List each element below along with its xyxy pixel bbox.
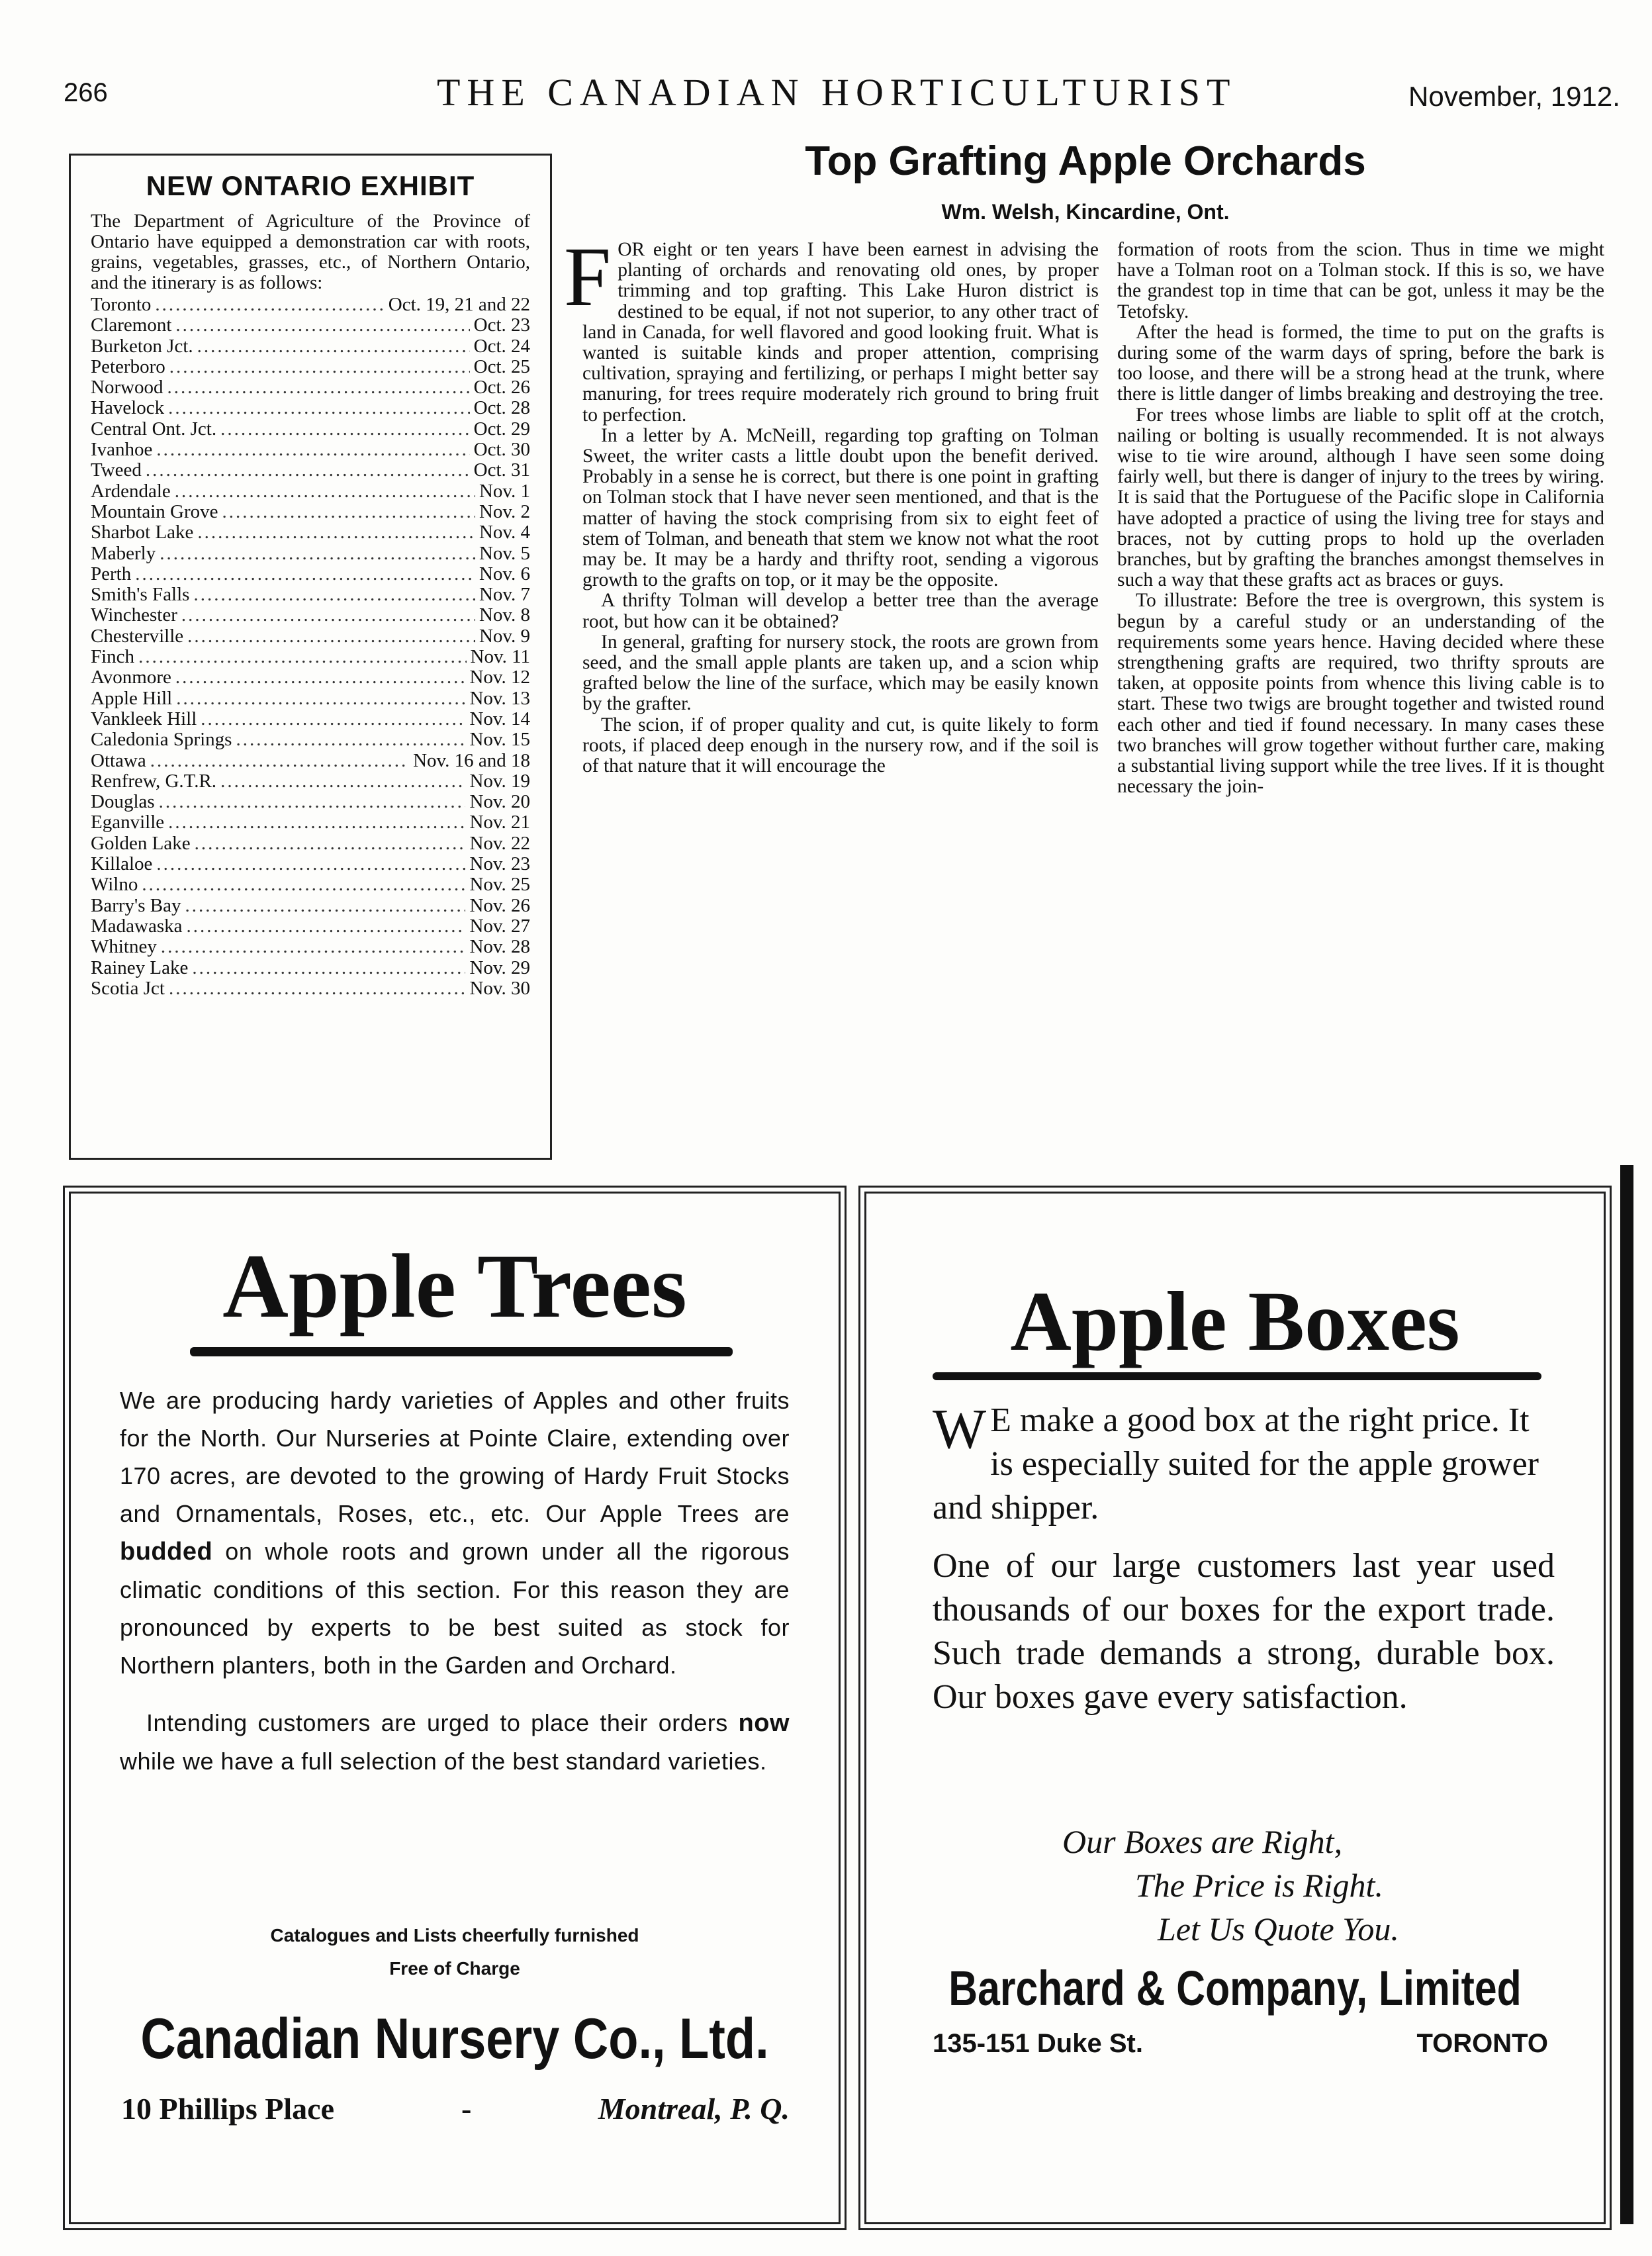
ad-paragraph: Intending customers are urged to place their orders now while we have a full selection of the best standard varieties. [120, 1709, 790, 1775]
itinerary-row [91, 916, 530, 937]
itinerary-date: Nov. 26 [469, 894, 530, 916]
itinerary-town: Golden Lake [91, 832, 191, 854]
itinerary-town: Barry's Bay [91, 894, 181, 916]
itinerary-date: Nov. 13 [469, 687, 530, 709]
ad-paragraph: W E make a good box at the right price. It is especially suited for the apple grower and shipper. [933, 1397, 1539, 1527]
itinerary-town: Vankleek Hill [91, 708, 197, 729]
leader-dots [150, 751, 409, 771]
ad-headline: Apple Trees [222, 1235, 687, 1337]
itinerary-date: Oct. 29 [473, 418, 530, 440]
itinerary-town: Peterboro [91, 355, 165, 377]
itinerary-date: Nov. 8 [479, 604, 530, 626]
leader-dots [175, 315, 469, 336]
itinerary-town: Maberly [91, 542, 156, 564]
itinerary-row [91, 377, 530, 398]
itinerary-date: Nov. 2 [479, 500, 530, 522]
article-paragraph: formation of roots from the scion. Thus in time we might have a Tolman root on a Tolman stock. If this is so, we have the grandest top in time that can be got, unless it may be the Tetofsky. [1117, 239, 1604, 322]
ad-headline: Apple Boxes [1010, 1274, 1460, 1368]
article-title: Top Grafting Apple Orchards [805, 138, 1366, 184]
itinerary-row [91, 522, 530, 543]
itinerary-row [91, 812, 530, 833]
itinerary-town: Ardendale [91, 480, 171, 502]
itinerary-row [91, 481, 530, 502]
itinerary-row [91, 295, 530, 315]
itinerary-date: Oct. 24 [473, 335, 530, 357]
leader-dots [167, 377, 470, 398]
itinerary-row [91, 771, 530, 792]
leader-dots [181, 605, 475, 626]
itinerary-row [91, 896, 530, 916]
company-address: 10 Phillips Place [121, 2092, 334, 2126]
itinerary-date: Oct. 30 [473, 439, 530, 461]
article-column-2 [1117, 240, 1604, 797]
exhibit-intro: The Department of Agriculture of the Province of Ontario have equipped a demonstration car with roots, grains, vegetables, grasses, etc., of Northern Ontario, and the itinerary is as follows: [91, 211, 530, 293]
itinerary-date: Nov. 21 [469, 812, 530, 833]
itinerary-date: Nov. 1 [479, 480, 530, 502]
leader-dots [155, 295, 384, 315]
company-address: 135-151 Duke St. [933, 2029, 1143, 2058]
drop-cap: F [564, 230, 612, 324]
itinerary-town: Eganville [91, 812, 165, 833]
itinerary-date: Oct. 19, 21 and 22 [388, 294, 530, 315]
itinerary-row [91, 357, 530, 377]
leader-dots [168, 812, 465, 833]
itinerary-date: Nov. 14 [469, 708, 530, 729]
article-paragraph: The scion, if of proper quality and cut, is quite likely to form roots, if placed deep enough in the nursery row, and if the soil is of that nature that it will encourage the [582, 714, 1099, 777]
itinerary-row [91, 751, 530, 771]
company-name: Canadian Nursery Co., Ltd. [140, 2007, 769, 2071]
itinerary-date: Nov. 6 [479, 563, 530, 585]
itinerary-date: Nov. 4 [479, 522, 530, 543]
itinerary-date: Nov. 30 [469, 977, 530, 999]
company-city: TORONTO [1416, 2029, 1548, 2058]
ad-paragraph: We are producing hardy varieties of Apples and other fruits for the North. Our Nurseries at Pointe Claire, extending over 170 acres, are devoted to the growing of Hardy Fruit Stocks and Ornamentals, Roses, etc., etc. Our Apple Trees are budded on whole roots and grown under all the rigorous climatic conditions of this section. For this reason they are pronounced by experts to be best suited as stock for Northern planters, both in the Garden and Orchard. [120, 1387, 790, 1679]
article-paragraph: For trees whose limbs are liable to split off at the crotch, nailing or bolting is usually recommended. It is not always wise to tie wire around, although I have seen some doing fairly well, but there is danger of injury to the trees by wiring. It is said that the Portuguese of the Pacific slope in California have adopted a practice of using the living tree for stays and braces, not by cutting props to hold up the overladen branches, but by grafting the branches amongst themselves in such a way that these grafts act as braces or guys. [1117, 404, 1604, 591]
itinerary-town: Caledonia Springs [91, 729, 232, 751]
itinerary-date: Nov. 16 and 18 [413, 749, 530, 771]
itinerary-town: Mountain Grove [91, 500, 218, 522]
article-paragraph: FOR eight or ten years I have been earnest in advising the planting of orchards and renovating old ones, by proper trimming and top grafting. This Lake Huron district is destined to be equal, if not not superior, to any other tract of land in Canada, for well flavored and good looking fruit. What is wanted is suitable kinds and proper attention, comprising cultivation, spraying and fertilizing, or perhaps I might better say manuring, for trees require moderately rich ground to bring fruit to perfection. [564, 230, 1099, 426]
itinerary-town: Madawaska [91, 915, 183, 937]
leader-dots [236, 729, 465, 750]
leader-dots [175, 481, 475, 502]
itinerary-town: Ottawa [91, 749, 146, 771]
itinerary-row [91, 585, 530, 605]
itinerary-row [91, 419, 530, 440]
itinerary-town: Rainey Lake [91, 957, 189, 978]
itinerary-date: Nov. 23 [469, 853, 530, 875]
apple-trees-advertisement [69, 1192, 841, 2224]
itinerary-row [91, 667, 530, 688]
itinerary-date: Nov. 27 [469, 915, 530, 937]
itinerary-row [91, 688, 530, 709]
leader-dots [192, 958, 465, 978]
itinerary-town: Avonmore [91, 667, 171, 688]
itinerary-date: Oct. 23 [473, 314, 530, 336]
headline-underline [933, 1372, 1541, 1380]
leader-dots [187, 626, 475, 647]
exhibit-box [69, 154, 552, 1160]
itinerary-row [91, 336, 530, 357]
itinerary-date: Nov. 9 [479, 625, 530, 647]
leader-dots [201, 709, 465, 729]
itinerary-row [91, 792, 530, 812]
itinerary-town: Claremont [91, 314, 172, 336]
itinerary-date: Nov. 5 [479, 542, 530, 564]
itinerary-town: Tweed [91, 459, 142, 481]
itinerary-town: Sharbot Lake [91, 522, 194, 543]
itinerary-row [91, 833, 530, 854]
itinerary-town: Killaloe [91, 853, 153, 875]
article-paragraph: A thrifty Tolman will develop a better tree than the average root, but how can it be obtained? [582, 590, 1099, 632]
itinerary-town: Douglas [91, 791, 155, 813]
itinerary-row [91, 874, 530, 895]
itinerary-town: Ivanhoe [91, 439, 153, 461]
itinerary-town: Finch [91, 646, 135, 668]
leader-dots [187, 916, 466, 937]
issue-date: November, 1912. [1408, 81, 1620, 112]
itinerary-town: Whitney [91, 936, 157, 958]
itinerary-date: Oct. 25 [473, 355, 530, 377]
itinerary-date: Oct. 26 [473, 377, 530, 399]
itinerary-date: Nov. 29 [469, 957, 530, 978]
leader-dots [176, 688, 465, 709]
itinerary-date: Nov. 15 [469, 729, 530, 751]
leader-dots [138, 647, 466, 667]
apple-boxes-advertisement [864, 1192, 1606, 2224]
itinerary-town: Renfrew, G.T.R. [91, 770, 217, 792]
leader-dots [197, 522, 475, 543]
itinerary-list [91, 295, 530, 999]
leader-dots [220, 771, 465, 792]
article-paragraph: In general, grafting for nursery stock, the roots are grown from seed, and the small apple plants are taken up, and a scion whip grafted below the line of the surface, which may be easily known by the grafter. [582, 631, 1099, 715]
article-column-1 [564, 230, 1099, 777]
itinerary-row [91, 460, 530, 481]
leader-dots [142, 874, 465, 895]
article-paragraph: To illustrate: Before the tree is overgrown, this system is begun by a careful study or an understanding of the requirements some years hence. Having decided where these strengthening grafts are required, two thrifty sprouts are taken, at opposite points from whence this living cable is to start. These two twigs are brought together and twisted round each other and tied if found necessary. In many cases these two branches will grow together without further care, making a substantial living support while the tree lives. If it is thought necessary the join- [1117, 590, 1604, 798]
article-paragraph: After the head is formed, the time to put on the grafts is during some of the warm days of spring, before the bark is too loose, and there will be a strong head at the trunk, where there is little danger of limbs breaking and destroying the tree. [1117, 321, 1604, 405]
ad-body [120, 1382, 790, 1800]
page-number: 266 [64, 78, 108, 107]
leader-dots [169, 357, 470, 377]
leader-dots [135, 564, 475, 585]
headline-underline [190, 1347, 733, 1356]
itinerary-date: Nov. 20 [469, 791, 530, 813]
itinerary-row [91, 854, 530, 874]
itinerary-row [91, 729, 530, 750]
itinerary-row [91, 647, 530, 667]
address-separator: - [461, 2092, 472, 2126]
itinerary-town: Chesterville [91, 625, 184, 647]
itinerary-town: Apple Hill [91, 687, 173, 709]
leader-dots [156, 854, 465, 874]
leader-dots [195, 833, 466, 854]
itinerary-row [91, 937, 530, 957]
itinerary-town: Winchester [91, 604, 177, 626]
itinerary-town: Toronto [91, 294, 152, 315]
itinerary-date: Nov. 28 [469, 936, 530, 958]
publication-title: THE CANADIAN HORTICULTURIST [437, 71, 1237, 114]
itinerary-row [91, 605, 530, 626]
itinerary-date: Nov. 11 [470, 646, 530, 668]
itinerary-town: Scotia Jct [91, 977, 165, 999]
leader-dots [169, 978, 465, 999]
catalogue-note: Catalogues and Lists cheerfully furnished Free of Charge [270, 1925, 639, 1979]
itinerary-row [91, 502, 530, 522]
itinerary-town: Havelock [91, 397, 165, 419]
leader-dots [156, 440, 469, 460]
itinerary-row [91, 440, 530, 460]
itinerary-row [91, 564, 530, 585]
company-city: Montreal, P. Q. [598, 2092, 790, 2126]
itinerary-row [91, 398, 530, 418]
itinerary-row [91, 709, 530, 729]
itinerary-date: Nov. 19 [469, 770, 530, 792]
itinerary-date: Nov. 12 [469, 667, 530, 688]
itinerary-row [91, 626, 530, 647]
leader-dots [160, 543, 475, 564]
itinerary-date: Nov. 22 [469, 832, 530, 854]
article-paragraph: In a letter by A. McNeill, regarding top grafting on Tolman Sweet, the writer casts a little doubt upon the benefit derived. Probably in a sense he is correct, but there is one point in grafting on Tolman stock that I have never seen mentioned, and that is the matter of having the stock comprising from six to eight feet of stem of Tolman, and beneath that stem we know not what the root may be. It may be a hardy and thrifty root, sending a vigorous growth to the grafts on top, or it may be the opposite. [582, 424, 1099, 591]
itinerary-date: Oct. 31 [473, 459, 530, 481]
itinerary-town: Perth [91, 563, 132, 585]
itinerary-row [91, 543, 530, 564]
leader-dots [185, 896, 466, 916]
itinerary-date: Nov. 7 [479, 584, 530, 606]
leader-dots [168, 398, 470, 418]
company-name: Barchard & Company, Limited [948, 1961, 1522, 2016]
itinerary-town: Wilno [91, 874, 138, 896]
leader-dots [146, 460, 470, 481]
article-byline: Wm. Welsh, Kincardine, Ont. [941, 200, 1230, 224]
margin-bar [1620, 1165, 1633, 2224]
leader-dots [175, 667, 466, 688]
leader-dots [220, 419, 470, 440]
leader-dots [193, 585, 475, 605]
ad-slogan: Our Boxes are Right, The Price is Right. Let Us Quote You. [1062, 1823, 1399, 1948]
leader-dots [222, 502, 475, 522]
leader-dots [197, 336, 470, 357]
exhibit-title: NEW ONTARIO EXHIBIT [146, 170, 475, 201]
leader-dots [159, 792, 466, 812]
itinerary-row [91, 315, 530, 336]
itinerary-row [91, 978, 530, 999]
itinerary-town: Norwood [91, 377, 163, 399]
itinerary-row [91, 958, 530, 978]
itinerary-town: Smith's Falls [91, 584, 190, 606]
ad-paragraph: One of our large customers last year used thousands of our boxes for the export trade. Such trade demands a strong, durable box. Our boxes gave every satisfaction. [933, 1547, 1555, 1716]
itinerary-town: Burketon Jct. [91, 335, 193, 357]
leader-dots [161, 937, 466, 957]
itinerary-town: Central Ont. Jct. [91, 418, 217, 440]
itinerary-date: Nov. 25 [469, 874, 530, 896]
itinerary-date: Oct. 28 [473, 397, 530, 419]
